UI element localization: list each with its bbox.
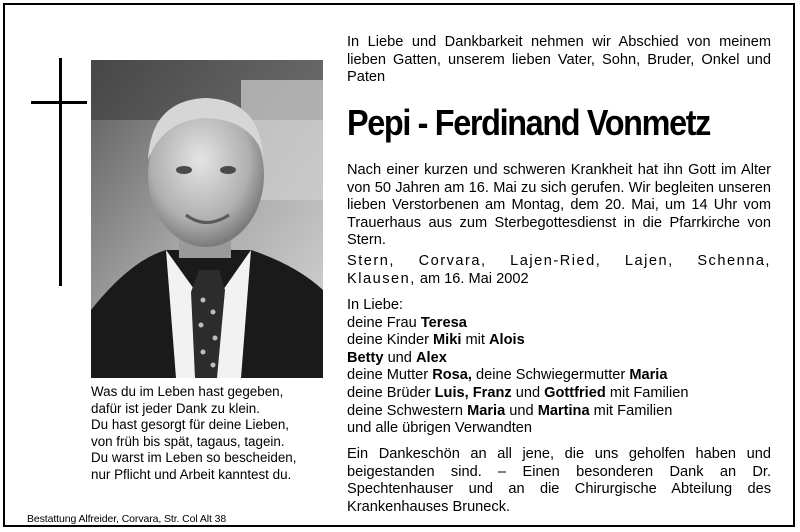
mourner-line: und alle übrigen Verwandten — [347, 420, 532, 437]
funeral-home-credit: Bestattung Alfreider, Corvara, Str. Col Alt 38 — [27, 513, 227, 525]
announcement — [347, 162, 771, 250]
announcement-paragraph: Nach einer kurzen und schweren Krankheit hat ihn Gott im Alter von 50 Jahren am 16. Mai zu sich gerufen. Wir begleiten unseren lieben Verstorbenen am Montag, dem 20. Mai, um 14 Uhr vom Trauerhaus aus zum Sterbegottesdienst in die Pfarrkirche von Stern. — [347, 162, 771, 249]
poem — [91, 384, 327, 484]
obituary-card — [3, 3, 795, 527]
thanks — [347, 446, 771, 516]
mourner-line: deine Frau Teresa — [347, 314, 467, 331]
mourner-line: deine Kinder Miki mit Alois — [347, 332, 525, 349]
poem-line: dafür ist jeder Dank zu klein. — [91, 400, 260, 416]
places-text: Stern, Corvara, Lajen-Ried, Lajen, Schenna, Klausen, — [347, 253, 771, 287]
poem-line: Du warst im Leben so bescheiden, — [91, 450, 297, 466]
poem-line: Was du im Leben hast gegeben, — [91, 384, 284, 399]
intro-text — [347, 34, 771, 87]
portrait-photo — [91, 60, 323, 378]
thanks-paragraph: Ein Dankeschön an all jene, die uns geholfen haben und beigestanden sind. – Einen besonderen Dank an Dr. Spechtenhauser und an die Chirurgische Abteilung des Krankenhauses Bruneck. — [347, 446, 771, 515]
places-date — [347, 253, 771, 288]
intro-paragraph: In Liebe und Dankbarkeit nehmen wir Abschied von meinem lieben Gatten, unserem lieben Vater, Sohn, Bruder, Onkel und Paten — [347, 34, 771, 86]
poem-line: Du hast gesorgt für deine Lieben, — [91, 417, 290, 433]
mourner-line: Betty und Alex — [347, 349, 447, 366]
mourner-line: deine Mutter Rosa, deine Schwiegermutter Maria — [347, 367, 668, 384]
poem-line: nur Pflicht und Arbeit kanntest du. — [91, 466, 292, 482]
mourner-line: deine Brüder Luis, Franz und Gottfried mit Familien — [347, 384, 689, 401]
mourners-heading: In Liebe: — [347, 297, 403, 313]
deceased-name: Pepi - Ferdinand Vonmetz — [347, 102, 711, 143]
mourners-list — [347, 297, 771, 438]
mourner-line: deine Schwestern Maria und Martina mit Familien — [347, 402, 673, 419]
cross-icon-bar — [31, 101, 87, 104]
date-text: am 16. Mai 2002 — [419, 270, 529, 287]
cross-icon — [59, 58, 62, 286]
poem-line: von früh bis spät, tagaus, tagein. — [91, 433, 285, 449]
